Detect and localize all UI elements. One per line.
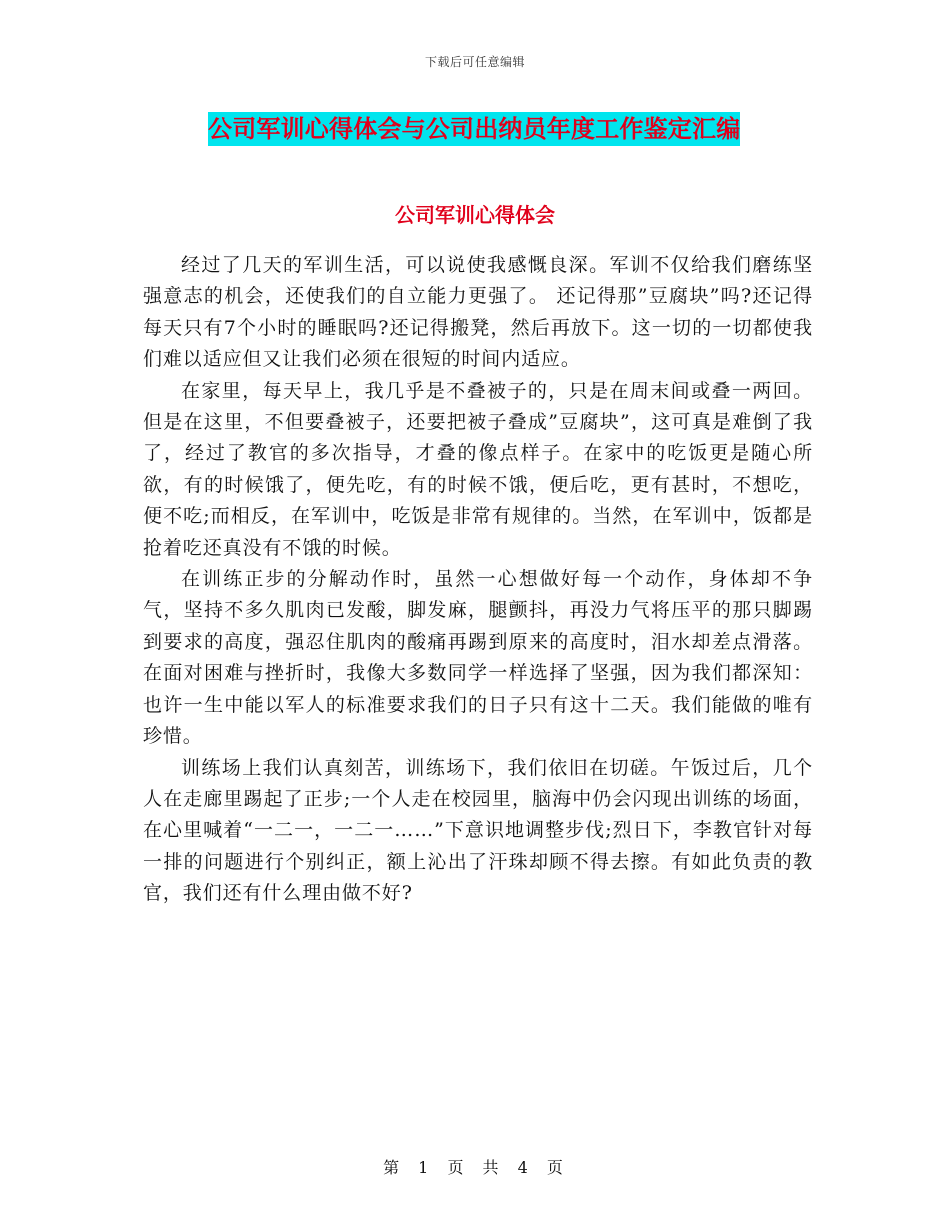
- section-title: 公司军训心得体会: [395, 203, 555, 227]
- document-title-container: [208, 112, 788, 146]
- document-title: 公司军训心得体会与公司出纳员年度工作鉴定汇编: [208, 112, 740, 146]
- paragraph-1: 经过了几天的军训生活，可以说使我感慨良深。军训不仅给我们磨练坚强意志的机会，还使我们的自立能力更强了。 还记得那”豆腐块”吗?还记得每天只有7个小时的睡眠吗?还记得搬凳，然后再放下。这一切的一切都使我们难以适应但又让我们必须在很短的时间内适应。: [143, 254, 813, 371]
- page-number-footer: 第 1 页 共 4 页: [383, 1158, 567, 1177]
- paragraph-4: 训练场上我们认真刻苦，训练场下，我们依旧在切磋。午饭过后，几个人在走廊里踢起了正步;一个人走在校园里，脑海中仍会闪现出训练的场面，在心里喊着“一二一，一二一……”下意识地调整步伐;烈日下，李教官针对每一排的问题进行个别纠正，额上沁出了汗珠却顾不得去擦。有如此负责的教官，我们还有什么理由做不好?: [143, 756, 813, 905]
- header-note: 下载后可任意编辑: [424, 55, 525, 69]
- paragraph-3: 在训练正步的分解动作时，虽然一心想做好每一个动作，身体却不争气，坚持不多久肌肉已发酸，脚发麻，腿颤抖，再没力气将压平的那只脚踢到要求的高度，强忍住肌肉的酸痛再踢到原来的高度时，泪水却差点滑落。在面对困难与挫折时，我像大多数同学一样选择了坚强，因为我们都深知：也许一生中能以军人的标准要求我们的日子只有这十二天。我们能做的唯有珍惜。: [143, 568, 813, 748]
- paragraph-2: 在家里，每天早上，我几乎是不叠被子的，只是在周末间或叠一两回。但是在这里，不但要叠被子，还要把被子叠成”豆腐块”，这可真是难倒了我了，经过了教官的多次指导，才叠的像点样子。在家中的吃饭更是随心所欲，有的时候饿了，便先吃，有的时候不饿，便后吃，更有甚时，不想吃，便不吃;而相反，在军训中，吃饭是非常有规律的。当然，在军训中，饭都是抢着吃还真没有不饿的时候。: [143, 379, 813, 559]
- document-body: [143, 250, 813, 910]
